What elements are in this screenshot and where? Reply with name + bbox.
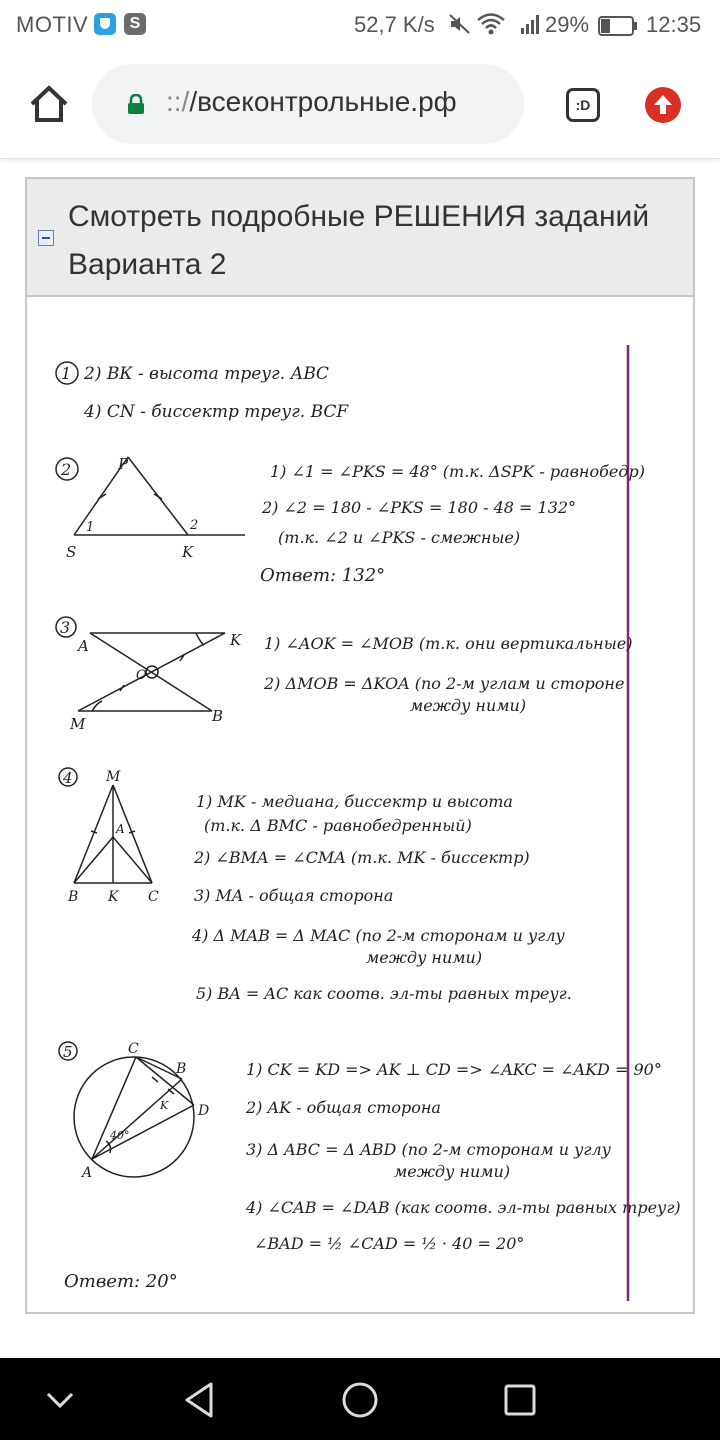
browser-toolbar — [0, 50, 720, 159]
carrier-name: MOTIV — [16, 12, 89, 37]
task2-number: 2 — [61, 460, 72, 479]
back-button[interactable] — [178, 1378, 222, 1422]
task4-line: 1) MK - медиана, биссектр и высота — [196, 792, 513, 811]
task1-line: 4) CN - биссектр треуг. BCF — [84, 402, 349, 422]
collapse-icon[interactable] — [38, 230, 54, 246]
task4-label-c: C — [148, 889, 159, 905]
home-icon — [28, 84, 70, 124]
task5-line: между ними) — [394, 1162, 511, 1181]
task3-label-k: K — [230, 631, 242, 649]
task3-line: 2) ΔMOB = ΔKOA (по 2-м углам и стороне — [264, 674, 625, 693]
network-speed: 52,7 K/s — [354, 12, 435, 37]
task4-line: (т.к. Δ BMC - равнобедренный) — [204, 816, 472, 835]
task2-label-angle1: 1 — [86, 520, 95, 535]
url-host: /всеконтрольные.рф — [189, 86, 457, 117]
solutions-panel — [25, 177, 695, 1314]
home-button[interactable] — [28, 84, 70, 124]
task4-line: 5) BA = AC как соотв. эл-ты равных треуг. — [196, 984, 572, 1003]
home-circle-icon — [338, 1378, 382, 1422]
wifi-icon — [476, 12, 506, 42]
task4-triangle — [74, 785, 152, 883]
task5-label-angle: 40° — [110, 1129, 130, 1142]
task1-line: 2) ВК - высота треуг. АВС — [84, 364, 329, 384]
signal-icon — [520, 12, 544, 42]
task4-line: 3) MA - общая сторона — [194, 886, 394, 905]
home-nav-button[interactable] — [338, 1378, 382, 1422]
task2-line: 2) ∠2 = 180 - ∠PKS = 180 - 48 = 132° — [262, 498, 577, 517]
tabs-button[interactable]: :D — [566, 88, 600, 122]
task4-line: 2) ∠BMA = ∠CMA (т.к. MK - биссектр) — [194, 848, 530, 867]
task5-line: 4) ∠CAB = ∠DAB (как соотв. эл-ты равных треуг) — [246, 1198, 681, 1217]
task4-label-a: A — [116, 822, 125, 836]
task4-line: 4) Δ MAB = Δ MAC (по 2-м сторонам и углу — [192, 926, 565, 945]
address-bar[interactable] — [92, 64, 524, 144]
task5-label-a: A — [82, 1165, 93, 1181]
task2-line: 1) ∠1 = ∠PKS = 48° (т.к. ΔSPK - равнобедр) — [270, 462, 645, 481]
task3-number: 3 — [60, 618, 71, 637]
clock: 12:35 — [646, 12, 702, 37]
url-scheme: ::/ — [166, 86, 190, 117]
battery-percent: 29% — [545, 12, 590, 37]
arrow-up-icon — [645, 87, 681, 123]
task3-label-m: M — [70, 715, 86, 733]
task5-number: 5 — [63, 1043, 73, 1061]
chevron-down-icon — [38, 1378, 82, 1422]
task4-line: между ними) — [366, 948, 483, 967]
task1-number: 1 — [61, 364, 72, 383]
task5-label-b: B — [176, 1061, 187, 1077]
task5-answer: Ответ: 20° — [64, 1271, 178, 1292]
task3-label-b: B — [212, 707, 224, 725]
task3-line: между ними) — [410, 696, 527, 715]
app-notification-icon: S — [124, 13, 146, 35]
task2-triangle — [74, 457, 245, 535]
task2-label-s: S — [66, 543, 77, 561]
task5-line: ∠BAD = ½ ∠CAD = ½ · 40 = 20° — [254, 1234, 525, 1253]
shield-notification-icon — [94, 13, 116, 35]
task4-label-m: M — [106, 769, 121, 785]
task3-label-a: A — [78, 637, 89, 655]
mute-icon — [448, 12, 472, 42]
recents-square-icon — [498, 1378, 542, 1422]
task5-line: 2) AK - общая сторона — [246, 1098, 441, 1117]
task2-label-p: P — [118, 455, 129, 473]
task3-label-o: O — [136, 668, 147, 683]
task5-label-c: C — [128, 1041, 139, 1057]
handwritten-solutions-image — [40, 345, 682, 1301]
system-nav-bar — [0, 1358, 720, 1440]
task3-figure — [78, 633, 225, 711]
task2-label-k: K — [182, 543, 194, 561]
panel-title[interactable]: Смотреть подробные РЕШЕНИЯ заданий Варианта 2 — [68, 200, 650, 281]
status-bar — [0, 0, 720, 50]
task2-line: (т.к. ∠2 и ∠PKS - смежные) — [278, 528, 521, 547]
hide-keyboard-button[interactable] — [38, 1378, 82, 1422]
url-text[interactable] — [166, 86, 457, 118]
task4-number: 4 — [63, 769, 73, 787]
task5-label-d: D — [198, 1103, 210, 1119]
task5-line: 3) Δ ABC = Δ ABD (по 2-м сторонам и углу — [246, 1140, 611, 1159]
task5-line: 1) CK = KD => AK ⊥ CD => ∠AKC = ∠AKD = 90° — [246, 1060, 662, 1079]
task5-label-k: K — [160, 1099, 169, 1112]
task4-label-k: K — [108, 889, 119, 905]
task2-answer: Ответ: 132° — [260, 565, 386, 586]
recents-button[interactable] — [498, 1378, 542, 1422]
update-button[interactable] — [645, 87, 681, 123]
panel-header[interactable] — [27, 179, 693, 297]
solutions-drawing — [40, 345, 682, 1301]
battery-icon — [598, 15, 638, 43]
back-triangle-icon — [178, 1378, 222, 1422]
task3-line: 1) ∠AOK = ∠MOB (т.к. они вертикальные) — [264, 634, 633, 653]
lock-icon — [126, 94, 146, 114]
task2-label-angle2: 2 — [190, 518, 199, 533]
task4-label-b: B — [68, 889, 79, 905]
